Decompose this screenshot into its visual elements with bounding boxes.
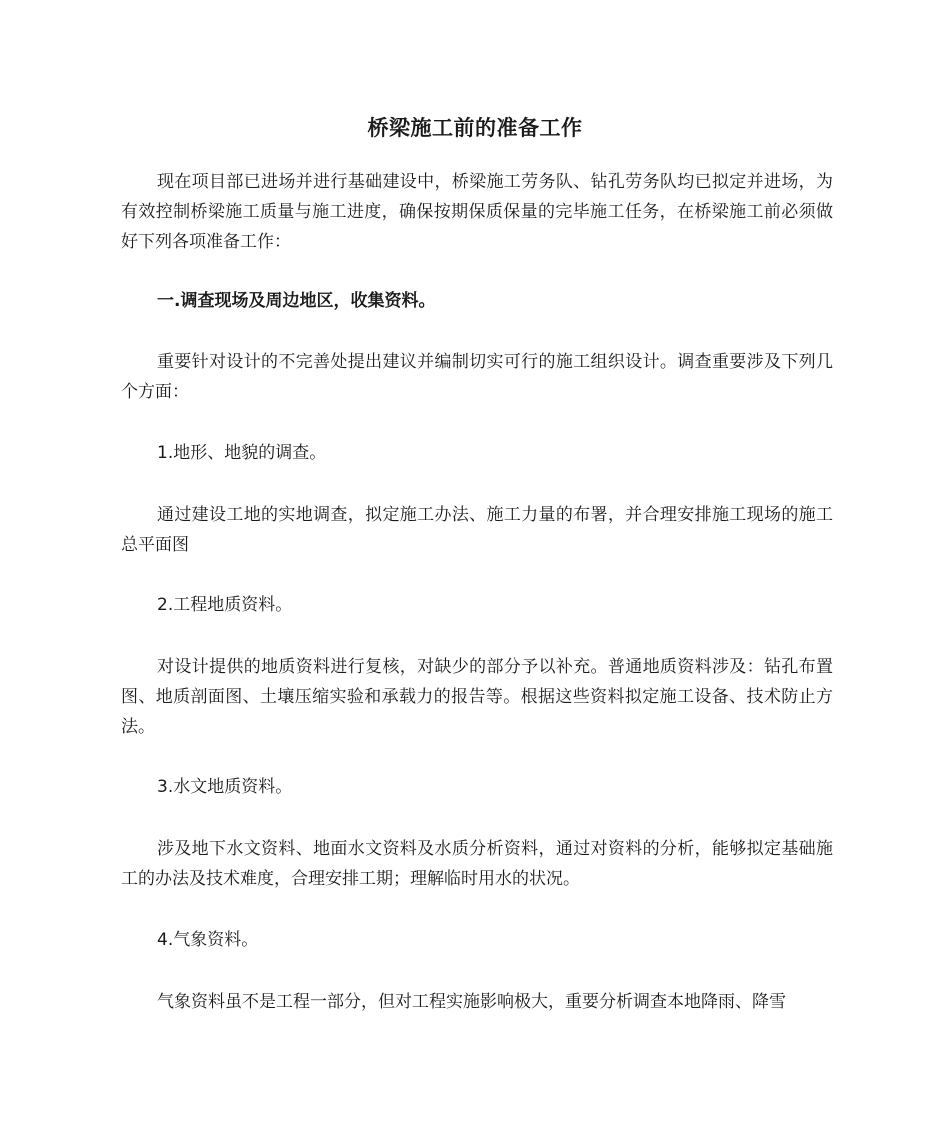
subheading-weather: 4.气象资料。 xyxy=(157,930,259,950)
section-heading-1: 一.调查现场及周边地区，收集资料。 xyxy=(157,291,436,311)
section-1-intro-paragraph: 重要针对设计的不完善处提出建议并编制切实可行的施工组织设计。调查重要涉及下列几个方面： xyxy=(121,352,833,402)
intro-paragraph: 现在项目部已进场并进行基础建设中，桥梁施工劳务队、钻孔劳务队均已拟定并进场，为有效控制桥梁施工质量与施工进度，确保按期保质保量的完毕施工任务，在桥梁施工前必须做好下列各项准备工作： xyxy=(121,172,833,252)
subheading-terrain: 1.地形、地貌的调查。 xyxy=(157,443,327,463)
subheading-geology: 2.工程地质资料。 xyxy=(157,595,293,615)
document-title: 桥梁施工前的准备工作 xyxy=(367,116,583,141)
geology-paragraph: 对设计提供的地质资料进行复核，对缺少的部分予以补充。普通地质资料涉及：钻孔布置图、地质剖面图、土壤压缩实验和承载力的报告等。根据这些资料拟定施工设备、技术防止方法。 xyxy=(121,657,833,737)
weather-paragraph: 气象资料虽不是工程一部分，但对工程实施影响极大，重要分析调查本地降雨、降雪 xyxy=(157,992,786,1012)
subheading-hydrogeology: 3.水文地质资料。 xyxy=(157,777,293,797)
terrain-paragraph: 通过建设工地的实地调查，拟定施工办法、施工力量的布署，并合理安排施工现场的施工总平面图 xyxy=(121,505,833,555)
hydrogeology-paragraph: 涉及地下水文资料、地面水文资料及水质分析资料，通过对资料的分析，能够拟定基础施工的办法及技术难度，合理安排工期；理解临时用水的状况。 xyxy=(121,839,833,889)
